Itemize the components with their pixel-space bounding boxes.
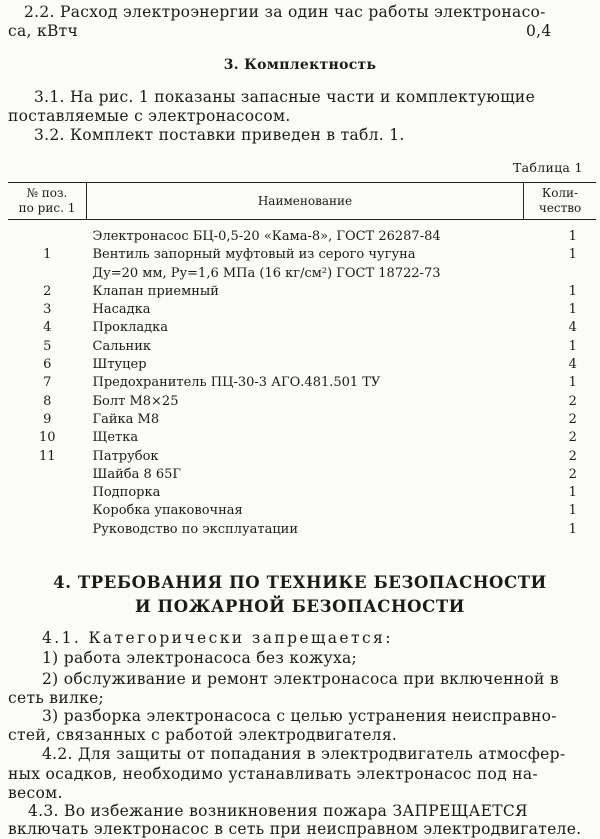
row-quantity: 4 (568, 320, 577, 336)
row-name: Предохранитель ПЦ-30-3 АГО.481.501 ТУ (92, 375, 381, 391)
row-position: 7 (43, 375, 52, 391)
paragraph-4-3-line1: 4.3. Во избежание возникновения пожара ЗАПРЕЩАЕТСЯ (28, 802, 528, 820)
row-position: 10 (38, 430, 56, 446)
components-table (8, 182, 596, 539)
table-row (8, 502, 596, 520)
header-position (8, 183, 87, 220)
row-quantity: 1 (568, 375, 577, 391)
row-quantity: 2 (568, 430, 577, 446)
row-quantity: 1 (568, 229, 577, 244)
row-quantity: 1 (568, 283, 577, 299)
row-position: 1 (43, 247, 52, 263)
row-position: 2 (43, 283, 52, 299)
table-row (8, 338, 596, 356)
list-item-1: 1) работа электронасоса без кожуха; (42, 649, 358, 667)
list-item-3-line2: стей, связанных с работой электродвигателя. (8, 726, 398, 744)
row-name: Сальник (92, 338, 151, 354)
table-row (8, 356, 596, 374)
table-row (8, 283, 596, 301)
row-name: Прокладка (92, 320, 168, 336)
paragraph-3-2: 3.2. Комплект поставки приведен в табл. 1. (34, 126, 405, 144)
table-body (8, 220, 596, 540)
list-item-2-line1: 2) обслуживание и ремонт электронасоса при включенной в (42, 670, 559, 688)
row-quantity: 2 (568, 411, 577, 427)
row-name: Клапан приемный (92, 283, 219, 299)
paragraph-4-2-line3: весом. (8, 784, 63, 802)
table-row (8, 374, 596, 392)
header-quantity-line2: чество (538, 201, 582, 215)
row-name: Болт М8×25 (92, 393, 179, 409)
paragraph-4-2-line1: 4.2. Для защиты от попадания в электродвигатель атмосфер- (42, 745, 566, 763)
row-name: Щетка (92, 430, 139, 446)
table-caption: Таблица 1 (513, 160, 583, 175)
row-name: Коробка упаковочная (92, 503, 243, 519)
row-quantity: 2 (568, 448, 577, 464)
row-name: Вентиль запорный муфтовый из серого чугуна (92, 247, 416, 263)
row-quantity: 4 (568, 357, 577, 373)
row-quantity (524, 265, 597, 283)
header-position-line1: № поз. (26, 186, 68, 200)
table-row (8, 301, 596, 319)
row-name: Ду=20 мм, Ру=1,6 МПа (16 кг/см²) ГОСТ 18722-73 (92, 265, 441, 281)
row-name: Подпорка (92, 485, 161, 501)
row-quantity: 1 (568, 338, 577, 354)
row-position (8, 484, 87, 502)
row-position (8, 466, 87, 484)
table-row (8, 265, 596, 283)
table-row (8, 393, 596, 411)
row-quantity: 1 (568, 302, 577, 318)
list-item-3-line1: 3) разборка электронасоса с целью устранения неисправно- (42, 707, 557, 725)
table-row (8, 246, 596, 264)
paragraph-4-1: 4.1. Категорически запрещается: (42, 629, 393, 647)
row-quantity: 1 (568, 485, 577, 501)
row-name: Патрубок (92, 448, 159, 464)
power-consumption-value: 0,4 (526, 22, 552, 40)
row-position: 8 (43, 393, 52, 409)
table-row (8, 220, 596, 247)
row-position: 9 (43, 411, 52, 427)
header-name: Наименование (257, 193, 353, 208)
row-quantity: 2 (568, 393, 577, 409)
row-position: 3 (43, 302, 52, 318)
table-row (8, 521, 596, 539)
row-name: Электронасос БЦ-0,5-20 «Кама-8», ГОСТ 26287-84 (92, 229, 441, 244)
header-quantity-line1: Коли- (541, 186, 579, 200)
row-position: 4 (43, 320, 52, 336)
row-position (8, 521, 87, 539)
paragraph-4-2-line2: ных осадков, необходимо устанавливать электронасос под на- (8, 765, 538, 783)
row-name: Гайка М8 (92, 411, 160, 427)
paragraph-4-3-line2: включать электронасос в сеть при неисправном электродвигателе. (8, 820, 582, 838)
row-name: Штуцер (92, 357, 147, 373)
section-3-heading: 3. Комплектность (223, 57, 377, 73)
section-4-heading-line1: 4. ТРЕБОВАНИЯ ПО ТЕХНИКЕ БЕЗОПАСНОСТИ (53, 573, 547, 592)
row-quantity: 2 (568, 466, 577, 482)
table-row (8, 466, 596, 484)
table-row (8, 411, 596, 429)
list-item-2-line2: сеть вилке; (8, 689, 105, 707)
paragraph-2-2-line1: 2.2. Расход электроэнергии за один час работы электронасо- (24, 3, 546, 21)
paragraph-2-2-line2: са, кВтч (8, 22, 79, 40)
header-position-line2: по рис. 1 (18, 201, 76, 215)
table-row (8, 429, 596, 447)
table-row (8, 484, 596, 502)
header-quantity (524, 183, 597, 220)
row-quantity: 1 (568, 521, 577, 537)
row-quantity: 1 (568, 247, 577, 263)
row-name: Шайба 8 65Г (92, 466, 182, 482)
row-position: 6 (43, 357, 52, 373)
table-header-row (8, 183, 596, 220)
row-position (8, 265, 87, 283)
row-position: 11 (38, 448, 56, 464)
row-position (8, 502, 87, 520)
row-quantity: 1 (568, 503, 577, 519)
table-row (8, 319, 596, 337)
row-position: 5 (43, 338, 52, 354)
row-position (8, 220, 87, 247)
row-name: Руководство по эксплуатации (92, 521, 299, 537)
paragraph-3-1-line1: 3.1. На рис. 1 показаны запасные части и комплектующие (34, 88, 536, 106)
section-4-heading-line2: И ПОЖАРНОЙ БЕЗОПАСНОСТИ (135, 597, 465, 616)
paragraph-3-1-line2: поставляемые с электронасосом. (8, 107, 291, 125)
row-name: Насадка (92, 302, 151, 318)
table-row (8, 448, 596, 466)
